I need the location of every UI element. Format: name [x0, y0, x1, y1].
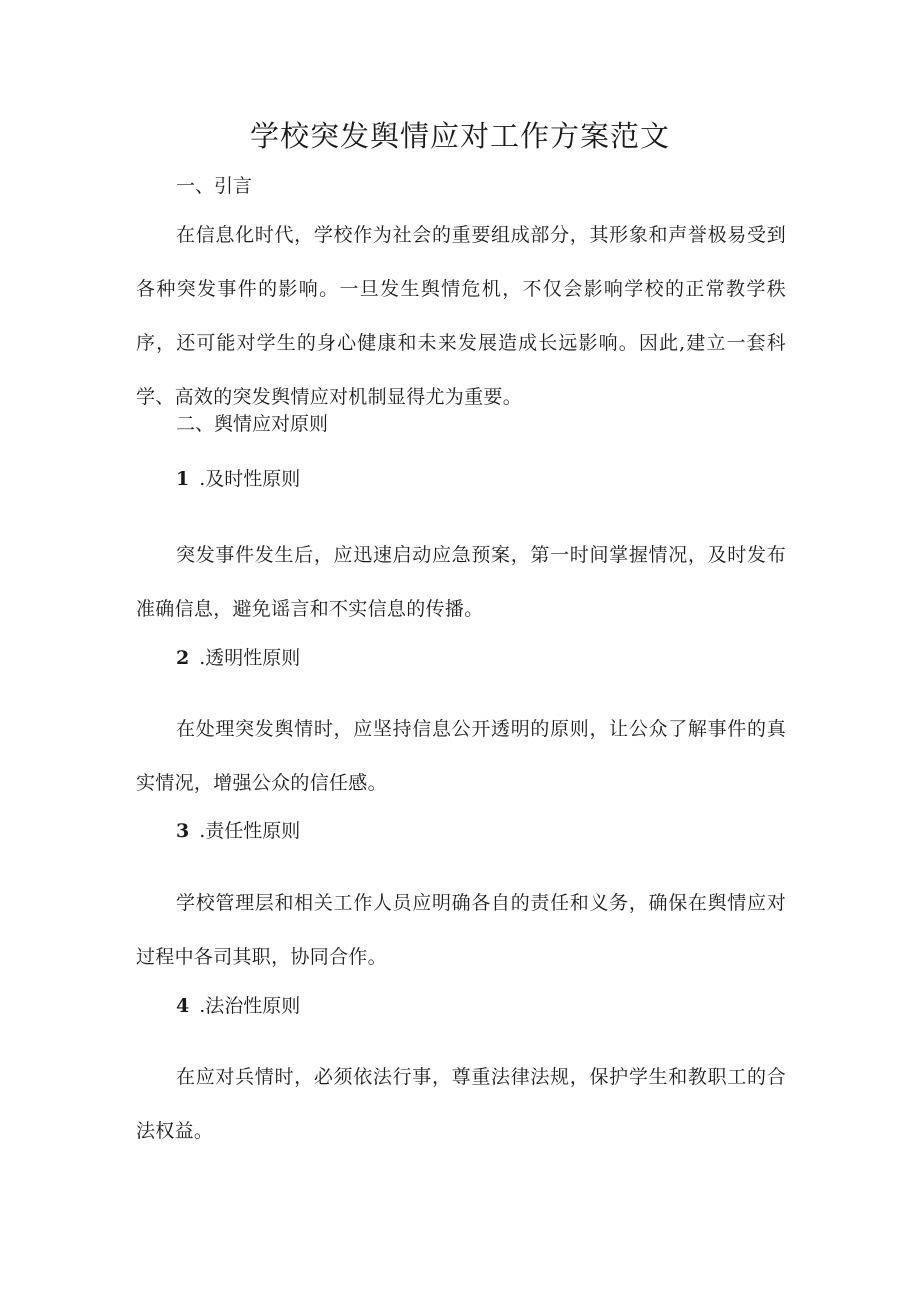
principle-title: .及时性原则 — [199, 468, 301, 490]
section-heading-principles: 二、舆情应对原则 — [176, 413, 329, 435]
principle-heading-2 — [176, 644, 300, 672]
principle-paragraph-1: 突发事件发生后，应迅速启动应急预案，第一时间掌握情况，及时发布准确信息，避免谣言和不实信息的传播。 — [136, 544, 786, 620]
introduction-paragraph: 在信息化时代，学校作为社会的重要组成部分，其形象和声誉极易受到各种突发事件的影响。一旦发生舆情危机，不仅会影响学校的正常教学秩序，还可能对学生的身心健康和未来发展造成长远影响。因此,建立一套科学、高效的突发舆情应对机制显得尤为重要。 — [136, 224, 786, 408]
principle-title: .责任性原则 — [199, 820, 301, 842]
principle-number: 1 — [176, 468, 190, 490]
principle-title: .透明性原则 — [199, 647, 301, 669]
principle-paragraph-4: 在应对兵情时，必须依法行事，尊重法律法规，保护学生和教职工的合法权益。 — [136, 1066, 786, 1142]
principle-paragraph-2: 在处理突发舆情时，应坚持信息公开透明的原则，让公众了解事件的真实情况，增强公众的信任感。 — [136, 718, 786, 794]
document-title: 学校突发舆情应对工作方案范文 — [249, 119, 670, 153]
principle-title: .法治性原则 — [199, 995, 301, 1017]
principle-paragraph-3: 学校管理层和相关工作人员应明确各自的责任和义务，确保在舆情应对过程中各司其职，协同合作。 — [136, 892, 786, 968]
principle-heading-4 — [176, 992, 300, 1020]
principle-heading-3 — [176, 817, 300, 845]
principle-heading-1 — [176, 465, 300, 493]
principle-number: 4 — [176, 995, 190, 1017]
principle-number: 3 — [176, 820, 190, 842]
principle-number: 2 — [176, 647, 190, 669]
section-heading-introduction: 一、引言 — [176, 175, 253, 197]
